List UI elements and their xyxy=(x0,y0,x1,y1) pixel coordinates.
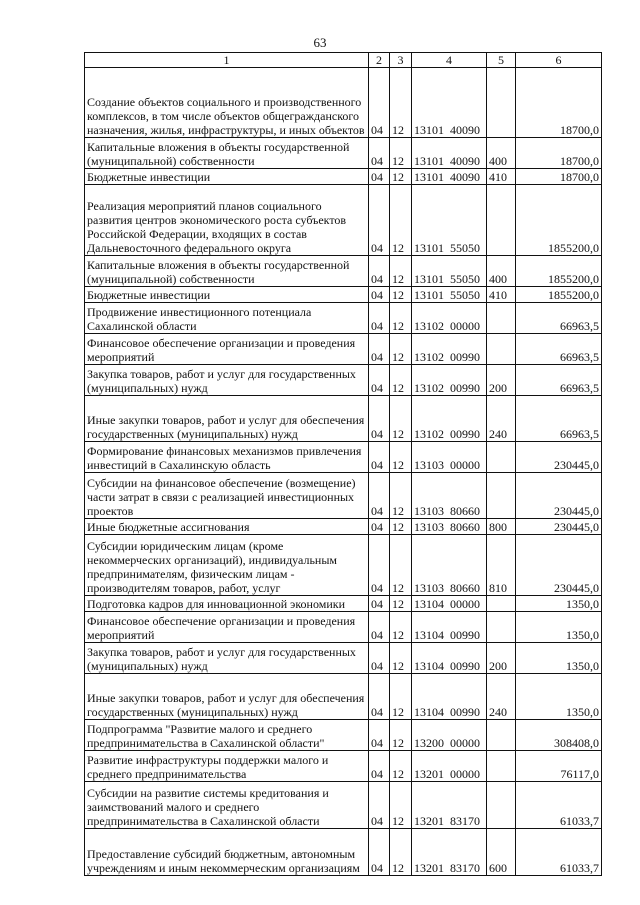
row-name-cell: Бюджетные инвестиции xyxy=(85,169,369,185)
row-amount-cell: 61033,7 xyxy=(516,829,602,876)
row-name-cell: Подпрограмма "Развитие малого и среднего предпринимательства в Сахалинской области" xyxy=(85,720,369,751)
row-expense-type-cell xyxy=(487,185,516,256)
row-amount-cell: 18700,0 xyxy=(516,138,602,169)
row-name-cell: Продвижение инвестиционного потенциала Сахалинской области xyxy=(85,303,369,334)
row-name-cell: Бюджетные инвестиции xyxy=(85,287,369,303)
row-name-cell: Капитальные вложения в объекты государственной (муниципальной) собственности xyxy=(85,256,369,287)
row-amount-cell: 61033,7 xyxy=(516,782,602,829)
row-expense-type-cell: 240 xyxy=(487,674,516,720)
row-name-cell: Субсидии на развитие системы кредитования и заимствований малого и среднего предпринимательства в Сахалинской области xyxy=(85,782,369,829)
table-row xyxy=(85,169,602,185)
row-target-article-cell: 13101 55050 xyxy=(412,185,487,256)
row-expense-type-cell: 200 xyxy=(487,365,516,396)
row-expense-type-cell xyxy=(487,68,516,138)
row-subsection-cell: 12 xyxy=(390,442,412,473)
table-row xyxy=(85,303,602,334)
row-target-article-cell: 13104 00000 xyxy=(412,596,487,612)
row-subsection-cell: 12 xyxy=(390,169,412,185)
row-section-cell: 04 xyxy=(369,751,390,782)
table-row xyxy=(85,442,602,473)
table-row xyxy=(85,256,602,287)
table-row xyxy=(85,396,602,442)
row-amount-cell: 66963,5 xyxy=(516,303,602,334)
row-subsection-cell: 12 xyxy=(390,473,412,519)
table-row xyxy=(85,674,602,720)
row-amount-cell: 308408,0 xyxy=(516,720,602,751)
row-target-article-cell: 13104 00990 xyxy=(412,674,487,720)
row-amount-cell: 1350,0 xyxy=(516,612,602,643)
row-target-article-cell: 13103 80660 xyxy=(412,519,487,535)
row-section-cell: 04 xyxy=(369,829,390,876)
row-target-article-cell: 13104 00990 xyxy=(412,643,487,674)
row-section-cell: 04 xyxy=(369,643,390,674)
row-amount-cell: 76117,0 xyxy=(516,751,602,782)
row-target-article-cell: 13103 80660 xyxy=(412,535,487,596)
row-expense-type-cell xyxy=(487,442,516,473)
row-section-cell: 04 xyxy=(369,612,390,643)
row-amount-cell: 1350,0 xyxy=(516,643,602,674)
row-section-cell: 04 xyxy=(369,185,390,256)
row-section-cell: 04 xyxy=(369,365,390,396)
row-subsection-cell: 12 xyxy=(390,287,412,303)
header-col-5: 5 xyxy=(487,53,516,68)
row-expense-type-cell xyxy=(487,782,516,829)
row-subsection-cell: 12 xyxy=(390,365,412,396)
row-section-cell: 04 xyxy=(369,596,390,612)
table-row xyxy=(85,596,602,612)
row-section-cell: 04 xyxy=(369,256,390,287)
header-col-2: 2 xyxy=(369,53,390,68)
row-name-cell: Финансовое обеспечение организации и проведения мероприятий xyxy=(85,612,369,643)
row-name-cell: Подготовка кадров для инновационной экономики xyxy=(85,596,369,612)
row-target-article-cell: 13101 40090 xyxy=(412,138,487,169)
table-row xyxy=(85,535,602,596)
row-amount-cell: 230445,0 xyxy=(516,442,602,473)
table-row xyxy=(85,473,602,519)
row-name-cell: Иные закупки товаров, работ и услуг для обеспечения государственных (муниципальных) нужд xyxy=(85,396,369,442)
row-subsection-cell: 12 xyxy=(390,334,412,365)
row-name-cell: Развитие инфраструктуры поддержки малого и среднего предпринимательства xyxy=(85,751,369,782)
row-section-cell: 04 xyxy=(369,473,390,519)
row-target-article-cell: 13102 00990 xyxy=(412,365,487,396)
row-subsection-cell: 12 xyxy=(390,256,412,287)
table-row xyxy=(85,751,602,782)
row-subsection-cell: 12 xyxy=(390,535,412,596)
row-amount-cell: 230445,0 xyxy=(516,473,602,519)
row-section-cell: 04 xyxy=(369,138,390,169)
row-target-article-cell: 13201 83170 xyxy=(412,829,487,876)
row-section-cell: 04 xyxy=(369,68,390,138)
row-section-cell: 04 xyxy=(369,303,390,334)
row-subsection-cell: 12 xyxy=(390,303,412,334)
table-row xyxy=(85,185,602,256)
row-subsection-cell: 12 xyxy=(390,674,412,720)
row-expense-type-cell xyxy=(487,596,516,612)
row-section-cell: 04 xyxy=(369,287,390,303)
row-amount-cell: 66963,5 xyxy=(516,334,602,365)
row-subsection-cell: 12 xyxy=(390,396,412,442)
row-section-cell: 04 xyxy=(369,674,390,720)
budget-table xyxy=(84,52,602,876)
header-col-6: 6 xyxy=(516,53,602,68)
row-amount-cell: 1350,0 xyxy=(516,674,602,720)
row-target-article-cell: 13104 00990 xyxy=(412,612,487,643)
row-target-article-cell: 13101 55050 xyxy=(412,287,487,303)
table-row xyxy=(85,334,602,365)
row-target-article-cell: 13102 00990 xyxy=(412,334,487,365)
row-section-cell: 04 xyxy=(369,720,390,751)
row-section-cell: 04 xyxy=(369,396,390,442)
row-expense-type-cell: 410 xyxy=(487,287,516,303)
row-subsection-cell: 12 xyxy=(390,782,412,829)
row-section-cell: 04 xyxy=(369,169,390,185)
row-name-cell: Субсидии юридическим лицам (кроме некоммерческих организаций), индивидуальным предпринимателям, физическим лицам - производителям товаров, работ, услуг xyxy=(85,535,369,596)
row-subsection-cell: 12 xyxy=(390,612,412,643)
row-amount-cell: 18700,0 xyxy=(516,169,602,185)
row-amount-cell: 230445,0 xyxy=(516,519,602,535)
row-expense-type-cell xyxy=(487,473,516,519)
header-col-4: 4 xyxy=(412,53,487,68)
header-col-1: 1 xyxy=(85,53,369,68)
table-row xyxy=(85,643,602,674)
row-subsection-cell: 12 xyxy=(390,68,412,138)
table-row xyxy=(85,365,602,396)
row-section-cell: 04 xyxy=(369,535,390,596)
row-name-cell: Формирование финансовых механизмов привлечения инвестиций в Сахалинскую область xyxy=(85,442,369,473)
table-row xyxy=(85,829,602,876)
row-name-cell: Иные закупки товаров, работ и услуг для обеспечения государственных (муниципальных) нужд xyxy=(85,674,369,720)
row-target-article-cell: 13103 00000 xyxy=(412,442,487,473)
table-header-row xyxy=(85,53,602,68)
row-subsection-cell: 12 xyxy=(390,596,412,612)
row-target-article-cell: 13101 55050 xyxy=(412,256,487,287)
row-section-cell: 04 xyxy=(369,442,390,473)
row-target-article-cell: 13101 40090 xyxy=(412,68,487,138)
table-row xyxy=(85,138,602,169)
page-number: 63 xyxy=(313,35,327,50)
row-amount-cell: 66963,5 xyxy=(516,365,602,396)
row-target-article-cell: 13201 00000 xyxy=(412,751,487,782)
row-amount-cell: 1350,0 xyxy=(516,596,602,612)
row-expense-type-cell xyxy=(487,334,516,365)
table-row xyxy=(85,720,602,751)
row-target-article-cell: 13200 00000 xyxy=(412,720,487,751)
row-name-cell: Финансовое обеспечение организации и проведения мероприятий xyxy=(85,334,369,365)
row-expense-type-cell xyxy=(487,303,516,334)
row-expense-type-cell: 240 xyxy=(487,396,516,442)
row-name-cell: Закупка товаров, работ и услуг для государственных (муниципальных) нужд xyxy=(85,365,369,396)
table-row xyxy=(85,68,602,138)
row-amount-cell: 66963,5 xyxy=(516,396,602,442)
row-target-article-cell: 13201 83170 xyxy=(412,782,487,829)
row-expense-type-cell: 200 xyxy=(487,643,516,674)
row-amount-cell: 230445,0 xyxy=(516,535,602,596)
row-subsection-cell: 12 xyxy=(390,185,412,256)
row-name-cell: Субсидии на финансовое обеспечение (возмещение) части затрат в связи с реализацией инвестиционных проектов xyxy=(85,473,369,519)
row-section-cell: 04 xyxy=(369,519,390,535)
row-name-cell: Закупка товаров, работ и услуг для государственных (муниципальных) нужд xyxy=(85,643,369,674)
row-name-cell: Иные бюджетные ассигнования xyxy=(85,519,369,535)
table-row xyxy=(85,287,602,303)
row-subsection-cell: 12 xyxy=(390,138,412,169)
row-expense-type-cell: 400 xyxy=(487,138,516,169)
table-row xyxy=(85,519,602,535)
row-subsection-cell: 12 xyxy=(390,829,412,876)
row-subsection-cell: 12 xyxy=(390,720,412,751)
row-expense-type-cell xyxy=(487,720,516,751)
row-subsection-cell: 12 xyxy=(390,519,412,535)
row-name-cell: Предоставление субсидий бюджетным, автономным учреждениям и иным некоммерческим организациям xyxy=(85,829,369,876)
row-target-article-cell: 13102 00990 xyxy=(412,396,487,442)
row-target-article-cell: 13102 00000 xyxy=(412,303,487,334)
row-expense-type-cell: 400 xyxy=(487,256,516,287)
row-subsection-cell: 12 xyxy=(390,643,412,674)
row-name-cell: Реализация мероприятий планов социального развития центров экономического роста субъектов Российской Федерации, входящих в состав Дальневосточного федерального округа xyxy=(85,185,369,256)
row-expense-type-cell xyxy=(487,751,516,782)
row-subsection-cell: 12 xyxy=(390,751,412,782)
row-name-cell: Создание объектов социального и производственного комплексов, в том числе объектов общегражданского назначения, жилья, инфраструктуры, и иных объектов xyxy=(85,68,369,138)
row-target-article-cell: 13103 80660 xyxy=(412,473,487,519)
row-expense-type-cell: 410 xyxy=(487,169,516,185)
row-expense-type-cell: 600 xyxy=(487,829,516,876)
row-expense-type-cell: 800 xyxy=(487,519,516,535)
row-amount-cell: 18700,0 xyxy=(516,68,602,138)
table-body xyxy=(85,68,602,876)
row-target-article-cell: 13101 40090 xyxy=(412,169,487,185)
row-amount-cell: 1855200,0 xyxy=(516,256,602,287)
row-expense-type-cell xyxy=(487,612,516,643)
row-section-cell: 04 xyxy=(369,782,390,829)
table-row xyxy=(85,612,602,643)
header-col-3: 3 xyxy=(390,53,412,68)
row-amount-cell: 1855200,0 xyxy=(516,287,602,303)
row-name-cell: Капитальные вложения в объекты государственной (муниципальной) собственности xyxy=(85,138,369,169)
row-expense-type-cell: 810 xyxy=(487,535,516,596)
table-row xyxy=(85,782,602,829)
row-amount-cell: 1855200,0 xyxy=(516,185,602,256)
row-section-cell: 04 xyxy=(369,334,390,365)
